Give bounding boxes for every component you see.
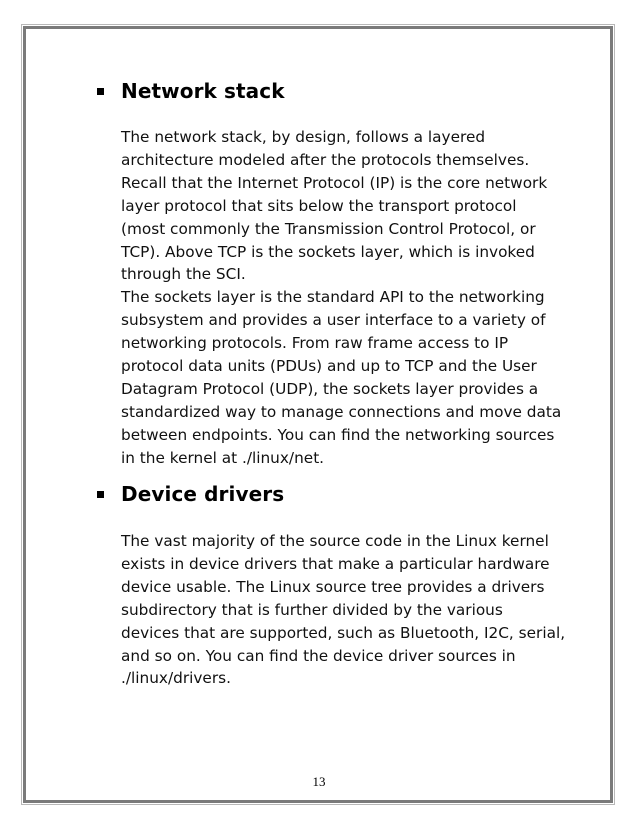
paragraph-line: exists in device drivers that make a particular hardware xyxy=(121,554,550,573)
paragraph-line: Recall that the Internet Protocol (IP) is the core network xyxy=(121,173,548,192)
paragraph-line: The network stack, by design, follows a layered xyxy=(121,128,486,146)
section-heading-text: Device drivers xyxy=(121,482,285,506)
paragraph-line: The vast majority of the source code in the Linux kernel xyxy=(121,532,549,550)
paragraph-line: Datagram Protocol (UDP), the sockets layer provides a xyxy=(121,379,539,398)
paragraph-line: in the kernel at ./linux/net. xyxy=(121,448,325,467)
section-heading-text: Network stack xyxy=(121,79,285,103)
paragraph-line: (most commonly the Transmission Control Protocol, or xyxy=(121,219,536,238)
paragraph-line: between endpoints. You can find the networking sources xyxy=(121,425,555,444)
paragraph-line: and so on. You can find the device driver sources in xyxy=(121,646,516,665)
section-heading-device-drivers xyxy=(97,482,284,506)
paragraph-line: networking protocols. From raw frame access to IP xyxy=(121,334,509,353)
section-paragraph-device-drivers xyxy=(121,530,566,690)
paragraph-line: ./linux/drivers. xyxy=(121,669,231,688)
section-paragraph-network-stack xyxy=(121,126,561,470)
paragraph-line: subdirectory that is further divided by the various xyxy=(121,600,503,619)
page-number: 13 xyxy=(312,774,326,789)
paragraph-line: devices that are supported, such as Bluetooth, I2C, serial, xyxy=(121,623,566,642)
paragraph-line: standardized way to manage connections and move data xyxy=(121,402,562,421)
paragraph-line: layer protocol that sits below the transport protocol xyxy=(121,196,517,215)
section-heading-network-stack xyxy=(97,79,285,103)
paragraph-line: through the SCI. xyxy=(121,265,246,284)
paragraph-line: device usable. The Linux source tree provides a drivers xyxy=(121,577,545,596)
square-bullet-icon xyxy=(97,491,104,498)
square-bullet-icon xyxy=(97,88,104,95)
paragraph-line: The sockets layer is the standard API to the networking xyxy=(121,288,545,307)
paragraph-line: protocol data units (PDUs) and up to TCP and the User xyxy=(121,357,537,376)
paragraph-line: subsystem and provides a user interface to a variety of xyxy=(121,311,546,330)
paragraph-line: TCP). Above TCP is the sockets layer, which is invoked xyxy=(121,242,535,261)
paragraph-line: architecture modeled after the protocols themselves. xyxy=(121,150,530,169)
